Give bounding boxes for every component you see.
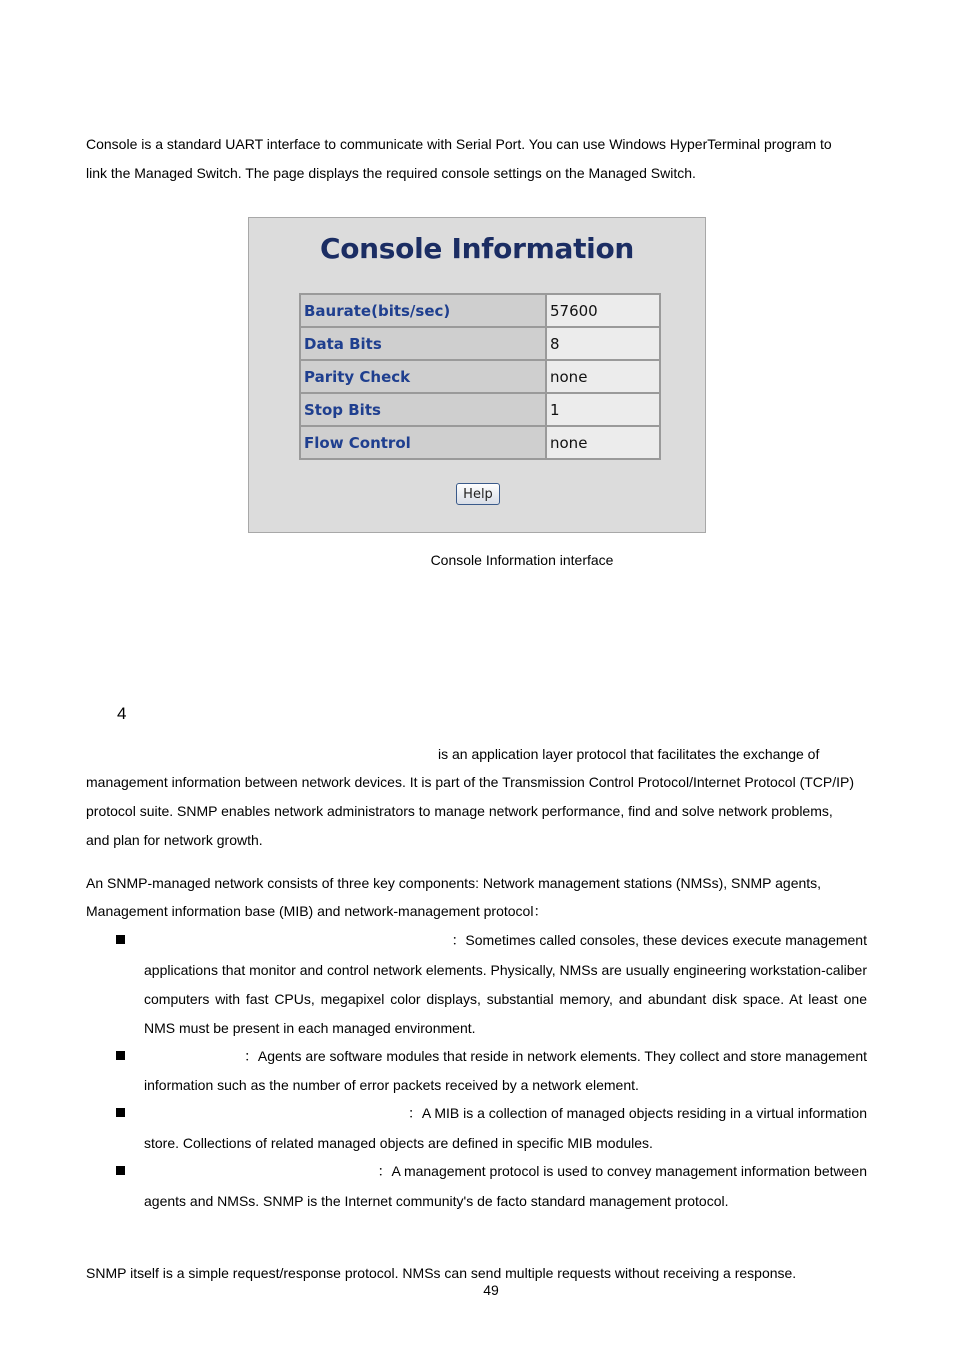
console-settings-table bbox=[299, 293, 661, 460]
row-label: Data Bits bbox=[300, 327, 546, 360]
bullet-icon bbox=[116, 1051, 126, 1061]
row-label: Parity Check bbox=[300, 360, 546, 393]
bullet-3-text: store. Collections of related managed objects are defined in specific MIB modules. bbox=[144, 1135, 653, 1151]
bullet-2-first-line: ：Agents are software modules that reside in network elements. They collect and store management bbox=[243, 1048, 867, 1064]
bullet-4-text: agents and NMSs. SNMP is the Internet community's de facto standard management protocol. bbox=[144, 1193, 729, 1209]
page-number: 49 bbox=[483, 1282, 499, 1298]
closing-paragraph: SNMP itself is a simple request/response protocol. NMSs can send multiple requests without receiving a response. bbox=[86, 1265, 797, 1281]
table-row bbox=[300, 294, 660, 327]
console-information-figure bbox=[248, 217, 706, 533]
bullet-4-first-line: ：A management protocol is used to convey management information between bbox=[377, 1163, 867, 1179]
row-value: 57600 bbox=[546, 294, 660, 327]
components-intro-line-2: Management information base (MIB) and network-management protocol： bbox=[86, 903, 548, 919]
figure-caption: Console Information interface bbox=[430, 552, 614, 568]
row-label: Stop Bits bbox=[300, 393, 546, 426]
row-value: none bbox=[546, 426, 660, 459]
row-label: Flow Control bbox=[300, 426, 546, 459]
table-row bbox=[300, 360, 660, 393]
snmp-intro-line-2: management information between network devices. It is part of the Transmission Control Protocol/Internet Protocol (TCP/IP) bbox=[86, 774, 855, 790]
snmp-intro-line-3: protocol suite. SNMP enables network administrators to manage network performance, find and solve network problems, bbox=[86, 803, 833, 819]
bullet-2-text: information such as the number of error packets received by a network element. bbox=[144, 1077, 639, 1093]
snmp-intro-line-1: is an application layer protocol that facilitates the exchange of bbox=[438, 746, 820, 762]
bullet-1-first-line: ：Sometimes called consoles, these devices execute management bbox=[451, 932, 867, 948]
bullet-3-first-line: ：A MIB is a collection of managed objects residing in a virtual information bbox=[407, 1105, 867, 1121]
table-row bbox=[300, 327, 660, 360]
bullet-icon bbox=[116, 1108, 126, 1118]
section-number: 4 bbox=[117, 704, 127, 723]
help-button[interactable]: Help bbox=[456, 483, 500, 505]
intro-line-2: link the Managed Switch. The page displays the required console settings on the Managed Switch. bbox=[86, 165, 696, 181]
table-row bbox=[300, 393, 660, 426]
bullet-icon bbox=[116, 1166, 126, 1176]
components-intro-line-1: An SNMP-managed network consists of three key components: Network management stations (NMSs), SNMP agents, bbox=[86, 875, 822, 891]
intro-line-1: Console is a standard UART interface to communicate with Serial Port. You can use Windows HyperTerminal program to bbox=[86, 136, 832, 152]
table-row bbox=[300, 426, 660, 459]
row-value: none bbox=[546, 360, 660, 393]
row-value: 1 bbox=[546, 393, 660, 426]
row-value: 8 bbox=[546, 327, 660, 360]
bullet-1-text: applications that monitor and control network elements. Physically, NMSs are usually engineering workstation-caliber computers with fast CPUs, megapixel color displays, substantial memory, and abundant disk space. At least one NMS must be present in each managed environment. bbox=[144, 962, 867, 1036]
snmp-intro-line-4: and plan for network growth. bbox=[86, 832, 263, 848]
console-information-title: Console Information bbox=[319, 232, 635, 265]
bullet-icon bbox=[116, 935, 126, 945]
row-label: Baurate(bits/sec) bbox=[300, 294, 546, 327]
